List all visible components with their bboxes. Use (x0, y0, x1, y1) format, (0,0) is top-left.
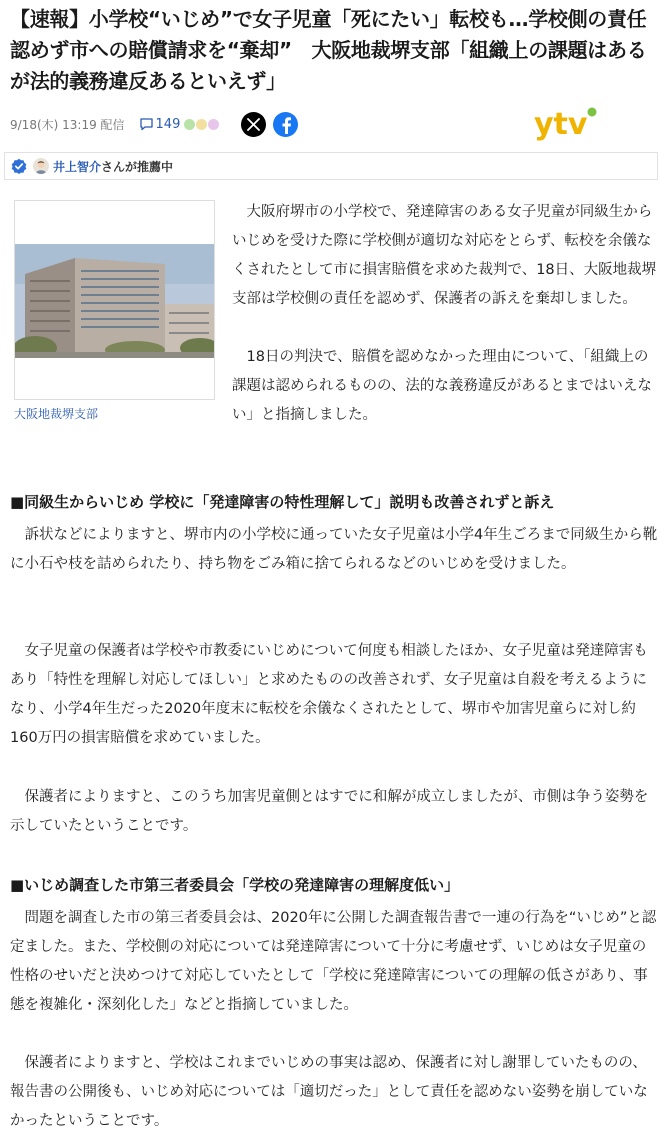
reaction-face-icon (207, 118, 220, 131)
paragraph: 保護者によりますと、学校はこれまでいじめの事実は認め、保護者に対し謝罪していたものの、報告書の公開後も、いじめ対応については「適切だった」として責任を認めない姿勢を崩していなかったということです。 (10, 1055, 648, 1129)
section-heading: ■同級生からいじめ 学校に「発達障害の特性理解して」説明も改善されずと訴え (10, 493, 555, 511)
paragraph: 訴状などによりますと、堺市内の小学校に通っていた女子児童は小学4年生ごろまで同級生から靴に小石や枝を詰められたり、持ち物をごみ箱に捨てられるなどのいじめを受けました。 (10, 527, 658, 572)
paragraph: 大阪府堺市の小学校で、発達障害のある女子児童が同級生からいじめを受けた際に学校側が適切な対応をとらず、転校を余儀なくされたとして市に損害賠償を求めた裁判で、18日、大阪地裁堺支部は学校側の責任を認めず、保護者の訴えを棄却しました。 (232, 204, 657, 307)
recommender-suffix: さんが推薦中 (101, 159, 174, 174)
avatar (33, 158, 49, 174)
section-heading: ■いじめ調査した市第三者委員会「学校の発達障害の理解度低い」 (10, 876, 460, 894)
verified-badge-icon (11, 158, 27, 174)
recommendation-bar[interactable] (4, 152, 658, 180)
facebook-share-icon[interactable] (273, 112, 298, 137)
source-logo[interactable] (532, 104, 602, 144)
article-photo[interactable] (14, 200, 215, 400)
paragraph: 保護者によりますと、このうち加害児童側とはすでに和解が成立しましたが、市側は争う姿勢を示していたということです。 (10, 789, 649, 834)
publish-date: 9/18(木) 13:19 配信 (10, 117, 125, 132)
paragraph: 問題を調査した市の第三者委員会は、2020年に公開した調査報告書で一連の行為を“いじめ”と認定ました。また、学校側の対応については発達障害について十分に考慮せず、いじめは女子児童の性格のせいだと決めつけて対応していたとして「学校に発達障害についての理解の低さがあり、事態を複雑化・深刻化した」などと指摘していました。 (10, 910, 657, 1013)
source-logo-text: ytv (534, 107, 588, 142)
paragraph: 女子児童の保護者は学校や市教委にいじめについて何度も相談したほか、女子児童は発達障害もあり「特性を理解し対応してほしい」と求めたものの改善されず、女子児童は自殺を考えるようになり、小学4年生だった2020年度末に転校を余儀なくされたとして、堺市や加害児童らに対し約160万円の損害賠償を求めていました。 (10, 643, 648, 746)
article-headline: 【速報】小学校“いじめ”で女子児童「死にたい」転校も…学校側の責任認めず市への賠償請求を“棄却” 大阪地裁堺支部「組織上の課題はあるが法的義務違反あるといえず」 (10, 7, 647, 93)
paragraph: 18日の判決で、賠償を認めなかった理由について、「組織上の課題は認められるものの、法的な義務違反があるとまではいえない」と指摘しました。 (232, 349, 652, 423)
comment-count: 149 (155, 116, 181, 132)
comment-icon (139, 117, 154, 131)
x-share-icon[interactable] (241, 112, 266, 137)
recommender-name[interactable]: 井上智介 (53, 159, 102, 174)
photo-caption: 大阪地裁堺支部 (14, 407, 99, 421)
article-intro (232, 198, 660, 430)
comment-link[interactable] (139, 117, 181, 132)
reaction-faces[interactable] (183, 118, 219, 131)
article-meta (10, 112, 219, 136)
